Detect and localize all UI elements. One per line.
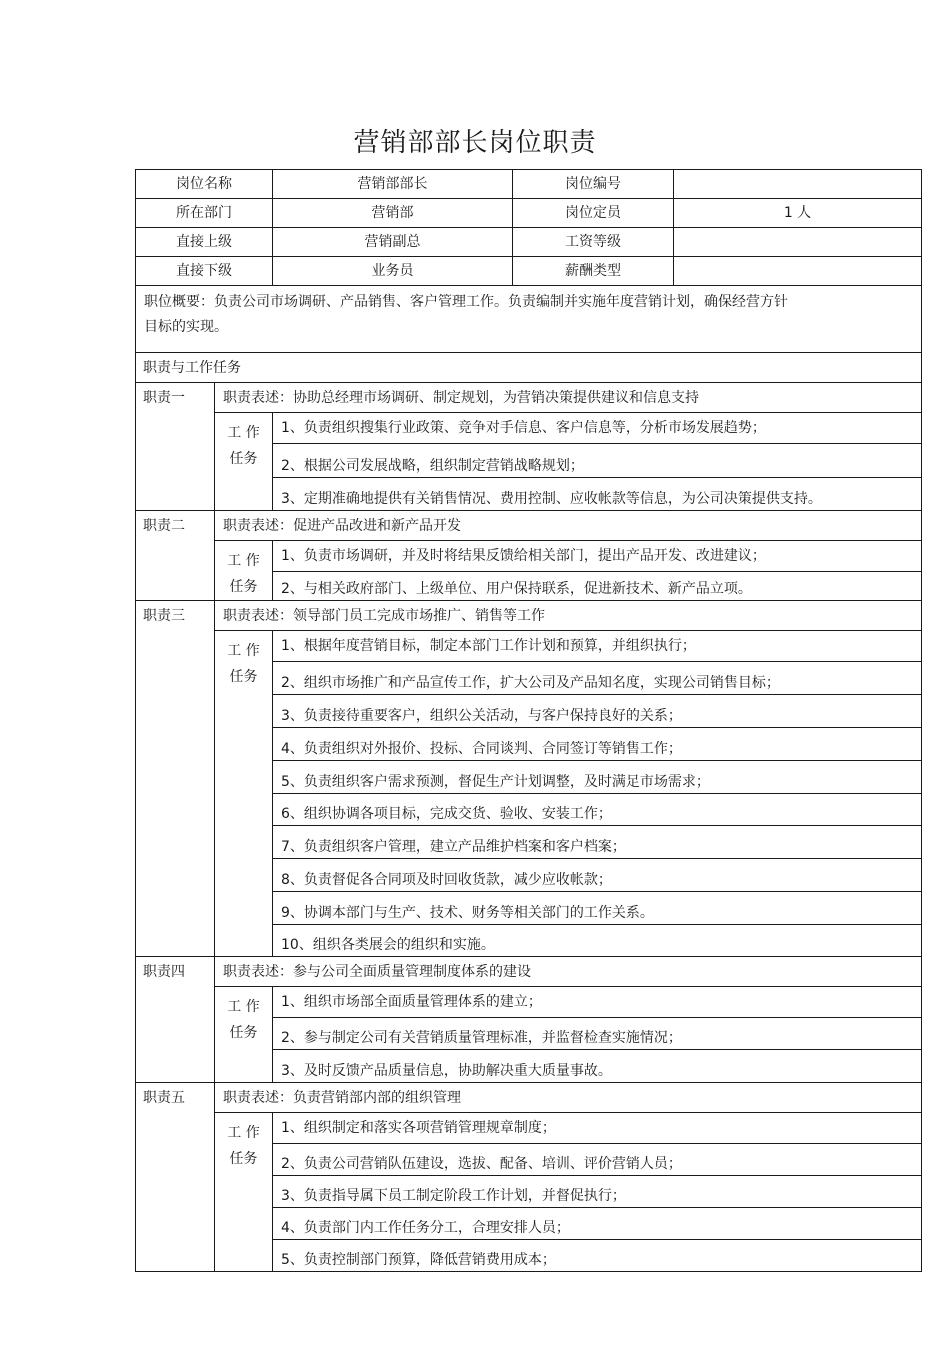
duty-label: 职责二 — [136, 511, 215, 601]
duty-label: 职责五 — [136, 1083, 215, 1272]
job-duty-table — [135, 169, 922, 1272]
header-row-superior — [136, 228, 922, 257]
task-item: 1、负责组织搜集行业政策、竞争对手信息、客户信息等，分析市场发展趋势； — [273, 413, 922, 444]
position-name-label: 岗位名称 — [136, 170, 273, 199]
task-item: 1、组织市场部全面质量管理体系的建立； — [273, 987, 922, 1018]
task-item: 3、负责指导属下员工制定阶段工作计划，并督促执行； — [273, 1176, 922, 1208]
task-label-line1: 工 作 — [227, 553, 260, 569]
task-item: 3、负责接待重要客户，组织公关活动，与客户保持良好的关系； — [273, 695, 922, 728]
summary-row — [136, 286, 922, 353]
job-summary — [136, 286, 922, 353]
duty-row — [136, 601, 922, 631]
headcount-value: 1 人 — [674, 199, 922, 228]
pay-type-value — [674, 257, 922, 286]
superior-value: 营销副总 — [273, 228, 513, 257]
job-summary-line2: 目标的实现。 — [144, 319, 228, 335]
duty-row — [136, 1083, 922, 1113]
duty-description: 职责表述：参与公司全面质量管理制度体系的建设 — [215, 957, 922, 987]
task-label-line1: 工 作 — [227, 999, 260, 1015]
task-item: 2、参与制定公司有关营销质量管理标准，并监督检查实施情况； — [273, 1018, 922, 1050]
duty-row — [136, 383, 922, 413]
task-item: 4、负责组织对外报价、投标、合同谈判、合同签订等销售工作； — [273, 728, 922, 761]
task-label-line2: 任务 — [229, 669, 258, 685]
task-item: 2、负责公司营销队伍建设，选拔、配备、培训、评价营销人员； — [273, 1144, 922, 1176]
task-item: 3、及时反馈产品质量信息，协助解决重大质量事故。 — [273, 1050, 922, 1083]
duty-label: 职责四 — [136, 957, 215, 1083]
header-row-position — [136, 170, 922, 199]
duty-description: 职责表述：协助总经理市场调研、制定规划，为营销决策提供建议和信息支持 — [215, 383, 922, 413]
task-item: 2、组织市场推广和产品宣传工作，扩大公司及产品知名度，实现公司销售目标； — [273, 662, 922, 695]
task-label — [215, 413, 273, 511]
task-item: 1、根据年度营销目标，制定本部门工作计划和预算，并组织执行； — [273, 631, 922, 662]
task-row — [136, 413, 922, 444]
duty-row — [136, 511, 922, 541]
task-label — [215, 1113, 273, 1272]
task-item: 5、负责控制部门预算，降低营销费用成本； — [273, 1240, 922, 1272]
task-item: 3、定期准确地提供有关销售情况、费用控制、应收帐款等信息，为公司决策提供支持。 — [273, 478, 922, 511]
duty-description: 职责表述：领导部门员工完成市场推广、销售等工作 — [215, 601, 922, 631]
task-label — [215, 987, 273, 1083]
task-label-line2: 任务 — [229, 1025, 258, 1041]
task-item: 2、与相关政府部门、上级单位、用户保持联系，促进新技术、新产品立项。 — [273, 571, 922, 601]
position-name-value: 营销部部长 — [273, 170, 513, 199]
task-item: 7、负责组织客户管理，建立产品维护档案和客户档案； — [273, 826, 922, 859]
duty-description: 职责表述：负责营销部内部的组织管理 — [215, 1083, 922, 1113]
task-label-line1: 工 作 — [227, 1125, 260, 1141]
superior-label: 直接上级 — [136, 228, 273, 257]
task-label-line2: 任务 — [229, 1151, 258, 1167]
task-item: 2、根据公司发展战略，组织制定营销战略规划； — [273, 444, 922, 478]
task-item: 5、负责组织客户需求预测，督促生产计划调整，及时满足市场需求； — [273, 761, 922, 794]
department-label: 所在部门 — [136, 199, 273, 228]
department-value: 营销部 — [273, 199, 513, 228]
salary-grade-value — [674, 228, 922, 257]
salary-grade-label: 工资等级 — [513, 228, 674, 257]
task-label — [215, 631, 273, 957]
task-item: 1、组织制定和落实各项营销管理规章制度； — [273, 1113, 922, 1144]
duty-label: 职责三 — [136, 601, 215, 957]
task-row — [136, 541, 922, 572]
task-row — [136, 1113, 922, 1144]
section-row — [136, 353, 922, 383]
task-label-line1: 工 作 — [227, 643, 260, 659]
pay-type-label: 薪酬类型 — [513, 257, 674, 286]
task-label-line1: 工 作 — [227, 425, 260, 441]
position-code-value — [674, 170, 922, 199]
job-summary-line1: 职位概要：负责公司市场调研、产品销售、客户管理工作。负责编制并实施年度营销计划，确保经营方针 — [144, 294, 788, 310]
task-item: 9、协调本部门与生产、技术、财务等相关部门的工作关系。 — [273, 892, 922, 925]
task-label-line2: 任务 — [229, 579, 258, 595]
duties-body — [136, 383, 922, 1272]
duty-description: 职责表述：促进产品改进和新产品开发 — [215, 511, 922, 541]
position-code-label: 岗位编号 — [513, 170, 674, 199]
header-row-department — [136, 199, 922, 228]
section-title: 职责与工作任务 — [136, 353, 922, 383]
header-row-subordinate — [136, 257, 922, 286]
duty-label: 职责一 — [136, 383, 215, 511]
task-item: 1、负责市场调研，并及时将结果反馈给相关部门，提出产品开发、改进建议； — [273, 541, 922, 572]
task-label — [215, 541, 273, 601]
task-label-line2: 任务 — [229, 451, 258, 467]
subordinate-label: 直接下级 — [136, 257, 273, 286]
task-item: 10、组织各类展会的组织和实施。 — [273, 925, 922, 957]
task-item: 8、负责督促各合同项及时回收货款，减少应收帐款； — [273, 859, 922, 892]
page-title: 营销部部长岗位职责 — [353, 128, 597, 158]
task-item: 4、负责部门内工作任务分工，合理安排人员； — [273, 1208, 922, 1240]
headcount-label: 岗位定员 — [513, 199, 674, 228]
duty-row — [136, 957, 922, 987]
task-item: 6、组织协调各项目标，完成交货、验收、安装工作； — [273, 794, 922, 826]
subordinate-value: 业务员 — [273, 257, 513, 286]
task-row — [136, 987, 922, 1018]
task-row — [136, 631, 922, 662]
